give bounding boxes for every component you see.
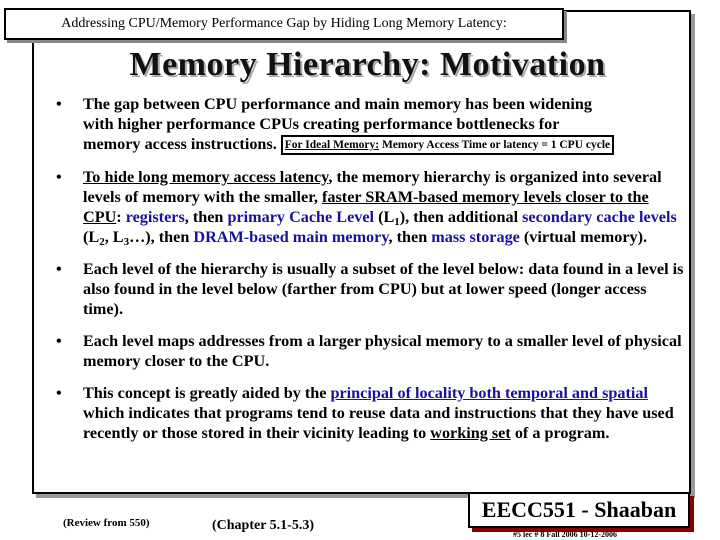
- bullet-item-2: [50, 167, 690, 247]
- review-note: (Review from 550): [63, 517, 150, 529]
- bullet-dot-2: •: [56, 168, 62, 186]
- bullet-1-line-1: The gap between CPU performance and main memory has been widening: [83, 95, 592, 113]
- bullet-item-3: [50, 259, 690, 319]
- bullet-4-text: Each level maps addresses from a larger physical memory to a smaller level of physical memory closer to the CPU.: [83, 332, 682, 370]
- b2-part-2: , the memory hierarchy is organized into several levels of memory with the smaller,: [83, 168, 662, 206]
- bullet-item-1: [50, 94, 690, 155]
- b2-part-4: :: [116, 208, 126, 226]
- b5-part-5: of a program.: [510, 424, 610, 442]
- b2-part-6: , then: [184, 208, 228, 226]
- bullet-list: [50, 94, 690, 455]
- bullet-3-text: Each level of the hierarchy is usually a subset of the level below: data found in a level is also found in the level below (farther from CPU) but at lower speed (longer access time).: [83, 260, 684, 318]
- bullet-1-line-2: with higher performance CPUs creating performance bottlenecks for: [83, 115, 560, 133]
- b2-part-1: To hide long memory access latency: [83, 168, 329, 186]
- course-badge: EECC551 - Shaaban: [468, 492, 690, 528]
- b2-part-17: (virtual memory).: [519, 228, 648, 246]
- bullet-item-4: [50, 331, 690, 371]
- bullet-dot-4: •: [56, 332, 62, 350]
- bullet-dot-1: •: [56, 95, 62, 113]
- b2-part-15: , then: [388, 228, 432, 246]
- b2-sub-2: 2: [99, 236, 105, 248]
- ideal-memory-label: For Ideal Memory:: [284, 139, 380, 151]
- chapter-note: (Chapter 5.1-5.3): [212, 518, 315, 533]
- bullet-1-line-3: [83, 134, 690, 155]
- bullet-dot-3: •: [56, 260, 62, 278]
- bullet-item-5: [50, 383, 690, 443]
- bullet-1-line-3-text: memory access instructions.: [83, 135, 277, 153]
- header-box: Addressing CPU/Memory Performance Gap by Hiding Long Memory Latency:: [4, 8, 564, 40]
- b2-part-10: secondary cache levels: [522, 208, 677, 226]
- b5-part-1: This concept is greatly aided by the: [83, 384, 331, 402]
- locality-link[interactable]: principal of locality both temporal and spatial: [330, 384, 648, 402]
- b5-part-3: which indicates that programs tend to reuse data and instructions that they have used recently or those stored in their vicinity leading to: [83, 404, 674, 442]
- b2-part-5: registers: [125, 208, 185, 226]
- working-set-term: working set: [430, 424, 511, 442]
- ideal-memory-text: Memory Access Time or latency = 1 CPU cycle: [381, 139, 611, 151]
- b2-part-16: mass storage: [431, 228, 520, 246]
- b2-part-12: , L: [104, 228, 124, 246]
- ideal-memory-box: [281, 135, 614, 155]
- bullet-dot-5: •: [56, 384, 62, 402]
- b2-part-3: faster SRAM-based memory levels closer to the CPU: [83, 188, 649, 226]
- b2-sub-3: 3: [123, 236, 130, 248]
- slide-title: Memory Hierarchy: Motivation: [129, 46, 606, 83]
- b2-part-7: primary Cache Level: [227, 208, 375, 226]
- b2-part-9: ), then additional: [399, 208, 523, 226]
- b2-part-11: (L: [83, 228, 100, 246]
- b2-part-8: (L: [374, 208, 395, 226]
- slide-meta: #5 lec # 8 Fall 2006 10-12-2006: [513, 530, 617, 539]
- b2-part-14: DRAM-based main memory: [193, 228, 389, 246]
- b2-part-13: …), then: [129, 228, 194, 246]
- b2-sub-1: 1: [394, 216, 400, 228]
